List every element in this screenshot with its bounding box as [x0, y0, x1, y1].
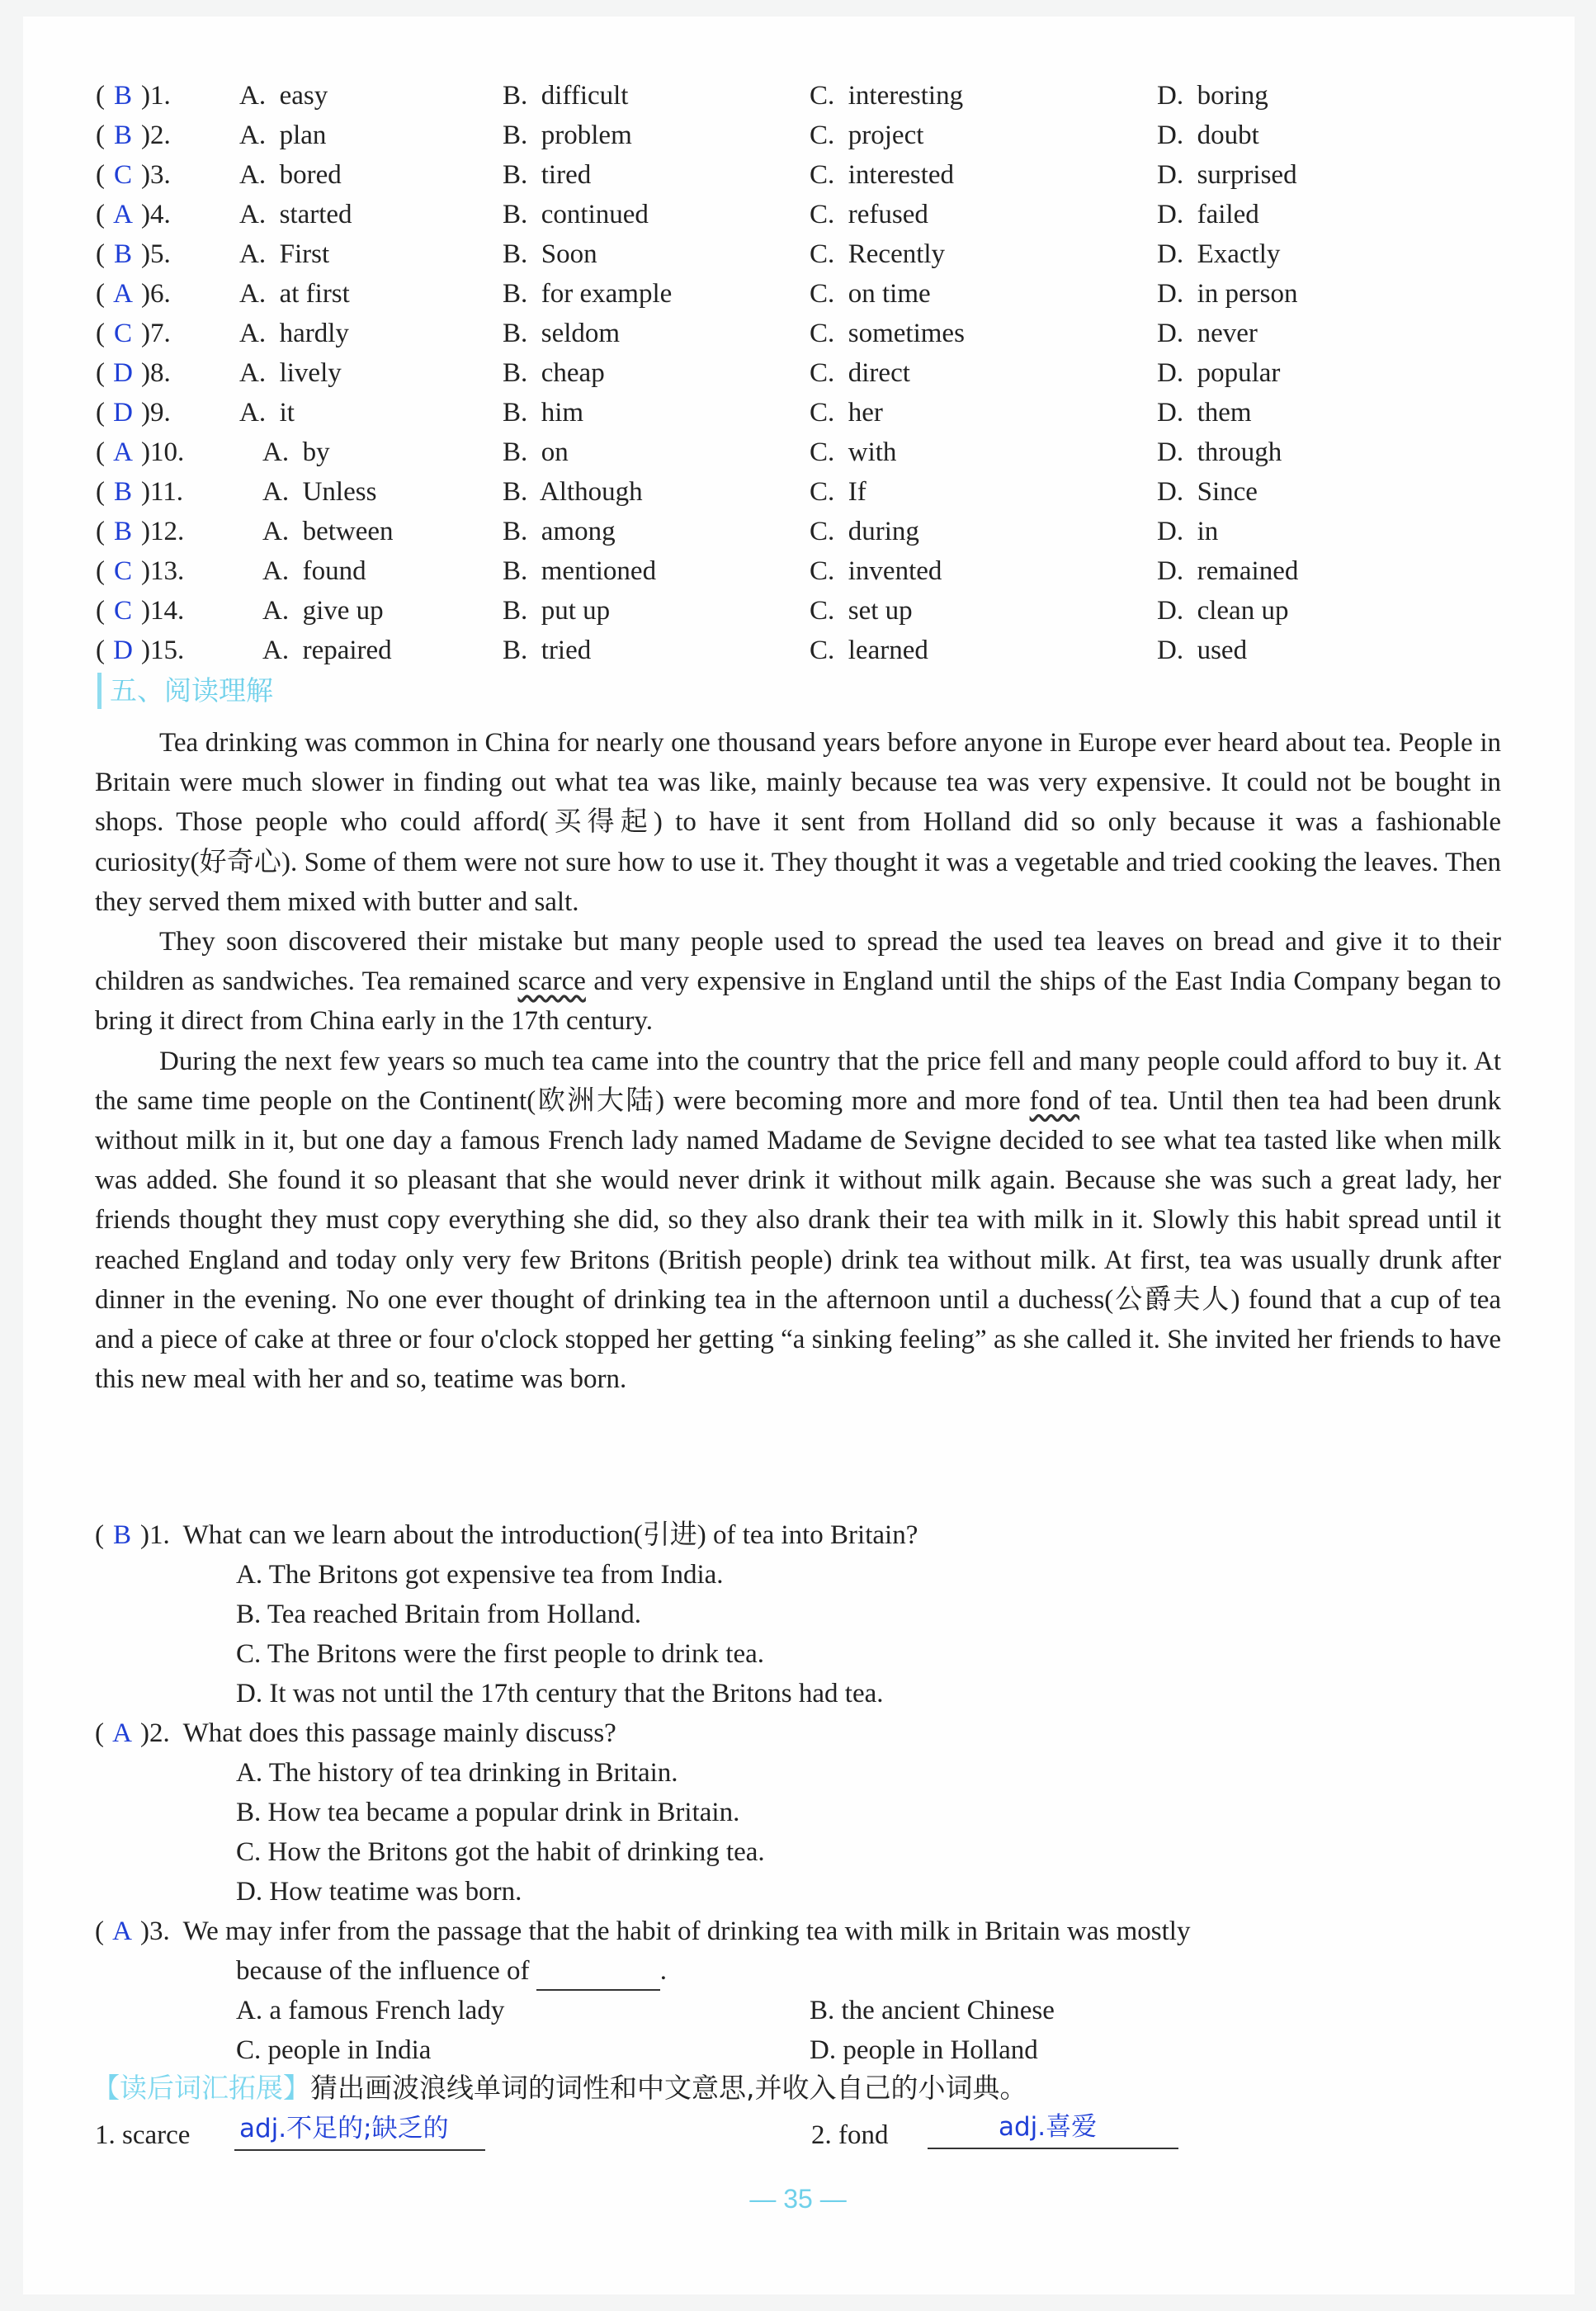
answer: C	[113, 596, 132, 626]
option-b: B. tried	[503, 636, 592, 665]
vocab-word-2: 2. fond	[811, 2120, 889, 2150]
option-a: A. at first	[239, 279, 350, 309]
option-b: B. Soon	[503, 239, 597, 269]
option-c: C. set up	[810, 596, 913, 626]
option-a: A. repaired	[262, 636, 392, 665]
option: A. The history of tea drinking in Britain.	[236, 1758, 678, 1788]
answer: C	[113, 556, 132, 586]
option-b: B. difficult	[503, 81, 629, 111]
option-b: B. for example	[503, 279, 673, 309]
option-c: C. refused	[810, 200, 928, 229]
option-c: C. her	[810, 398, 883, 428]
vocab-instruction: 【读后词汇拓展】猜出画波浪线单词的词性和中文意思,并收入自己的小词典。	[92, 2072, 1027, 2104]
option: D. people in Holland	[810, 2035, 1038, 2065]
question: ( B )1. What can we learn about the introduction(引进) of tea into Britain?	[95, 1515, 918, 1555]
option-a: A. Unless	[262, 477, 377, 507]
answer: B	[113, 517, 132, 546]
option-b: B. among	[503, 517, 616, 546]
answer: B	[113, 477, 132, 507]
answer: D	[113, 398, 133, 428]
option-d: D. used	[1157, 636, 1248, 665]
option-c: C. project	[810, 121, 924, 150]
answer-line-1	[234, 2149, 485, 2151]
question-number: ( A )10.	[96, 432, 184, 472]
question-number: ( B )12.	[96, 512, 184, 551]
option-a: A. plan	[239, 121, 327, 150]
option-d: D. remained	[1157, 556, 1299, 586]
option-d: D. through	[1157, 437, 1282, 467]
option: B. the ancient Chinese	[810, 1996, 1055, 2025]
answer: D	[113, 358, 133, 388]
option-d: D. clean up	[1157, 596, 1289, 626]
option-c: C. sometimes	[810, 319, 965, 348]
option-b: B. continued	[503, 200, 649, 229]
option-b: B. Although	[503, 477, 643, 507]
blank	[536, 1961, 660, 1991]
option-b: B. tired	[503, 160, 592, 190]
question-number: ( A )4.	[96, 195, 171, 234]
wavy-word-fond: fond	[1029, 1085, 1080, 1116]
question-number: ( A )6.	[96, 274, 171, 314]
answer: C	[113, 319, 132, 348]
option-a: A. by	[262, 437, 330, 467]
wavy-word-scarce: scarce	[517, 966, 586, 997]
option: A. a famous French lady	[236, 1996, 505, 2025]
question-continued: because of the influence of .	[236, 1951, 667, 1991]
option: B. Tea reached Britain from Holland.	[236, 1600, 642, 1629]
vocab-answer-2: adj.喜爱	[999, 2112, 1098, 2142]
answer: B	[112, 1520, 131, 1550]
option-c: C. If	[810, 477, 866, 507]
option-d: D. in person	[1157, 279, 1298, 309]
option-d: D. popular	[1157, 358, 1281, 388]
option-d: D. Since	[1157, 477, 1258, 507]
question-number: ( C )3.	[96, 155, 171, 195]
option-b: B. on	[503, 437, 569, 467]
option-c: C. direct	[810, 358, 910, 388]
answer: A	[112, 1916, 132, 1946]
option: A. The Britons got expensive tea from India.	[236, 1560, 724, 1590]
answer: A	[113, 200, 133, 229]
option-d: D. failed	[1157, 200, 1259, 229]
option-d: D. surprised	[1157, 160, 1297, 190]
option-b: B. him	[503, 398, 584, 428]
question-number: ( C )7.	[96, 314, 171, 353]
option-d: D. them	[1157, 398, 1252, 428]
question-number: ( D )15.	[96, 631, 184, 670]
vocab-word-1: 1. scarce	[95, 2120, 191, 2150]
option-a: A. started	[239, 200, 352, 229]
answer: B	[113, 81, 132, 111]
option-a: A. give up	[262, 596, 384, 626]
option-d: D. never	[1157, 319, 1258, 348]
option-c: C. invented	[810, 556, 942, 586]
question-number: ( B )11.	[96, 472, 183, 512]
option-d: D. in	[1157, 517, 1219, 546]
option-a: A. bored	[239, 160, 342, 190]
answer-line-2	[928, 2148, 1178, 2149]
answer: A	[113, 437, 133, 467]
option: D. It was not until the 17th century that the Britons had tea.	[236, 1679, 884, 1708]
question: ( A )2. What does this passage mainly discuss?	[95, 1713, 616, 1753]
question-number: ( B )5.	[96, 234, 171, 274]
option-b: B. seldom	[503, 319, 621, 348]
vocab-answer-1: adj.不足的;缺乏的	[239, 2114, 449, 2143]
option-a: A. it	[239, 398, 295, 428]
section-title: 五、阅读理解	[97, 673, 273, 709]
option-a: A. hardly	[239, 319, 349, 348]
option-a: A. lively	[239, 358, 342, 388]
option-c: C. Recently	[810, 239, 946, 269]
option: B. How tea became a popular drink in Britain.	[236, 1798, 740, 1827]
option-c: C. interesting	[810, 81, 964, 111]
answer: B	[113, 239, 132, 269]
option: C. The Britons were the first people to drink tea.	[236, 1639, 764, 1669]
question-number: ( B )2.	[96, 116, 171, 155]
option-b: B. mentioned	[503, 556, 657, 586]
paragraph-3: During the next few years so much tea came into the country that the price fell and many people could afford to buy it. At the same time people on the Continent(欧洲大陆) were becoming more and more fond of tea. Until then tea had been drunk without milk in it, but one day a famous French lady named Madame de Sevigne decided to see what tea tasted like when milk was added. She found it so pleasant that she would never drink it without milk again. Because she was such a great lady, her friends thought they must copy everything she did, so they also drank their tea with milk in it. Slowly this habit spread until it reached England and today only very few Britons (British people) drink tea without milk. At first, tea was usually drunk after dinner in the evening. No one ever thought of drinking tea in the afternoon until a duchess(公爵夫人) found that a cup of tea and a piece of cake at three or four o'clock stopped her getting “a sinking feeling” as she called it. She invited her friends to have this new meal with her and so, teatime was born.	[95, 1046, 1502, 1395]
answer: A	[113, 279, 133, 309]
option: C. people in India	[236, 2035, 432, 2065]
option: D. How teatime was born.	[236, 1877, 522, 1907]
option-b: B. cheap	[503, 358, 605, 388]
answer: D	[113, 636, 133, 665]
option-c: C. interested	[810, 160, 955, 190]
option-a: A. First	[239, 239, 330, 269]
option-c: C. learned	[810, 636, 928, 665]
answer: A	[112, 1718, 132, 1748]
answer: C	[113, 160, 132, 190]
paragraph-1: Tea drinking was common in China for nearly one thousand years before anyone in Europe ever heard about tea. People in Britain were much slower in finding out what tea was like, mainly because tea was very expensive. It could not be bought in shops. Those people who could afford(买得起) to have it sent from Holland did so only because it was a fashionable curiosity(好奇心). Some of them were not sure how to use it. They thought it was a vegetable and tried cooking the leaves. Then they served them mixed with butter and salt.	[95, 728, 1501, 917]
option-d: D. boring	[1157, 81, 1268, 111]
option: C. How the Britons got the habit of drinking tea.	[236, 1837, 765, 1867]
reading-passage	[95, 723, 1501, 1399]
page-number: — 35 —	[749, 2184, 847, 2214]
question-number: ( B )1.	[96, 76, 171, 116]
question-number: ( D )9.	[96, 393, 171, 432]
answer: B	[113, 121, 132, 150]
question: ( A )3. We may infer from the passage that the habit of drinking tea with milk in Britain was mostly	[95, 1912, 1190, 1951]
option-d: D. Exactly	[1157, 239, 1281, 269]
option-a: A. found	[262, 556, 366, 586]
option-d: D. doubt	[1157, 121, 1259, 150]
option-c: C. with	[810, 437, 897, 467]
option-b: B. put up	[503, 596, 611, 626]
paragraph-2: They soon discovered their mistake but many people used to spread the used tea leaves on bread and give it to their children as sandwiches. Tea remained scarce and very expensive in England until the ships of the East India Company began to bring it direct from China early in the 17th century.	[95, 927, 1502, 1037]
option-c: C. on time	[810, 279, 931, 309]
option-a: A. between	[262, 517, 394, 546]
option-c: C. during	[810, 517, 919, 546]
question-number: ( C )13.	[96, 551, 184, 591]
option-a: A. easy	[239, 81, 328, 111]
question-number: ( D )8.	[96, 353, 171, 393]
option-b: B. problem	[503, 121, 632, 150]
question-number: ( C )14.	[96, 591, 184, 631]
